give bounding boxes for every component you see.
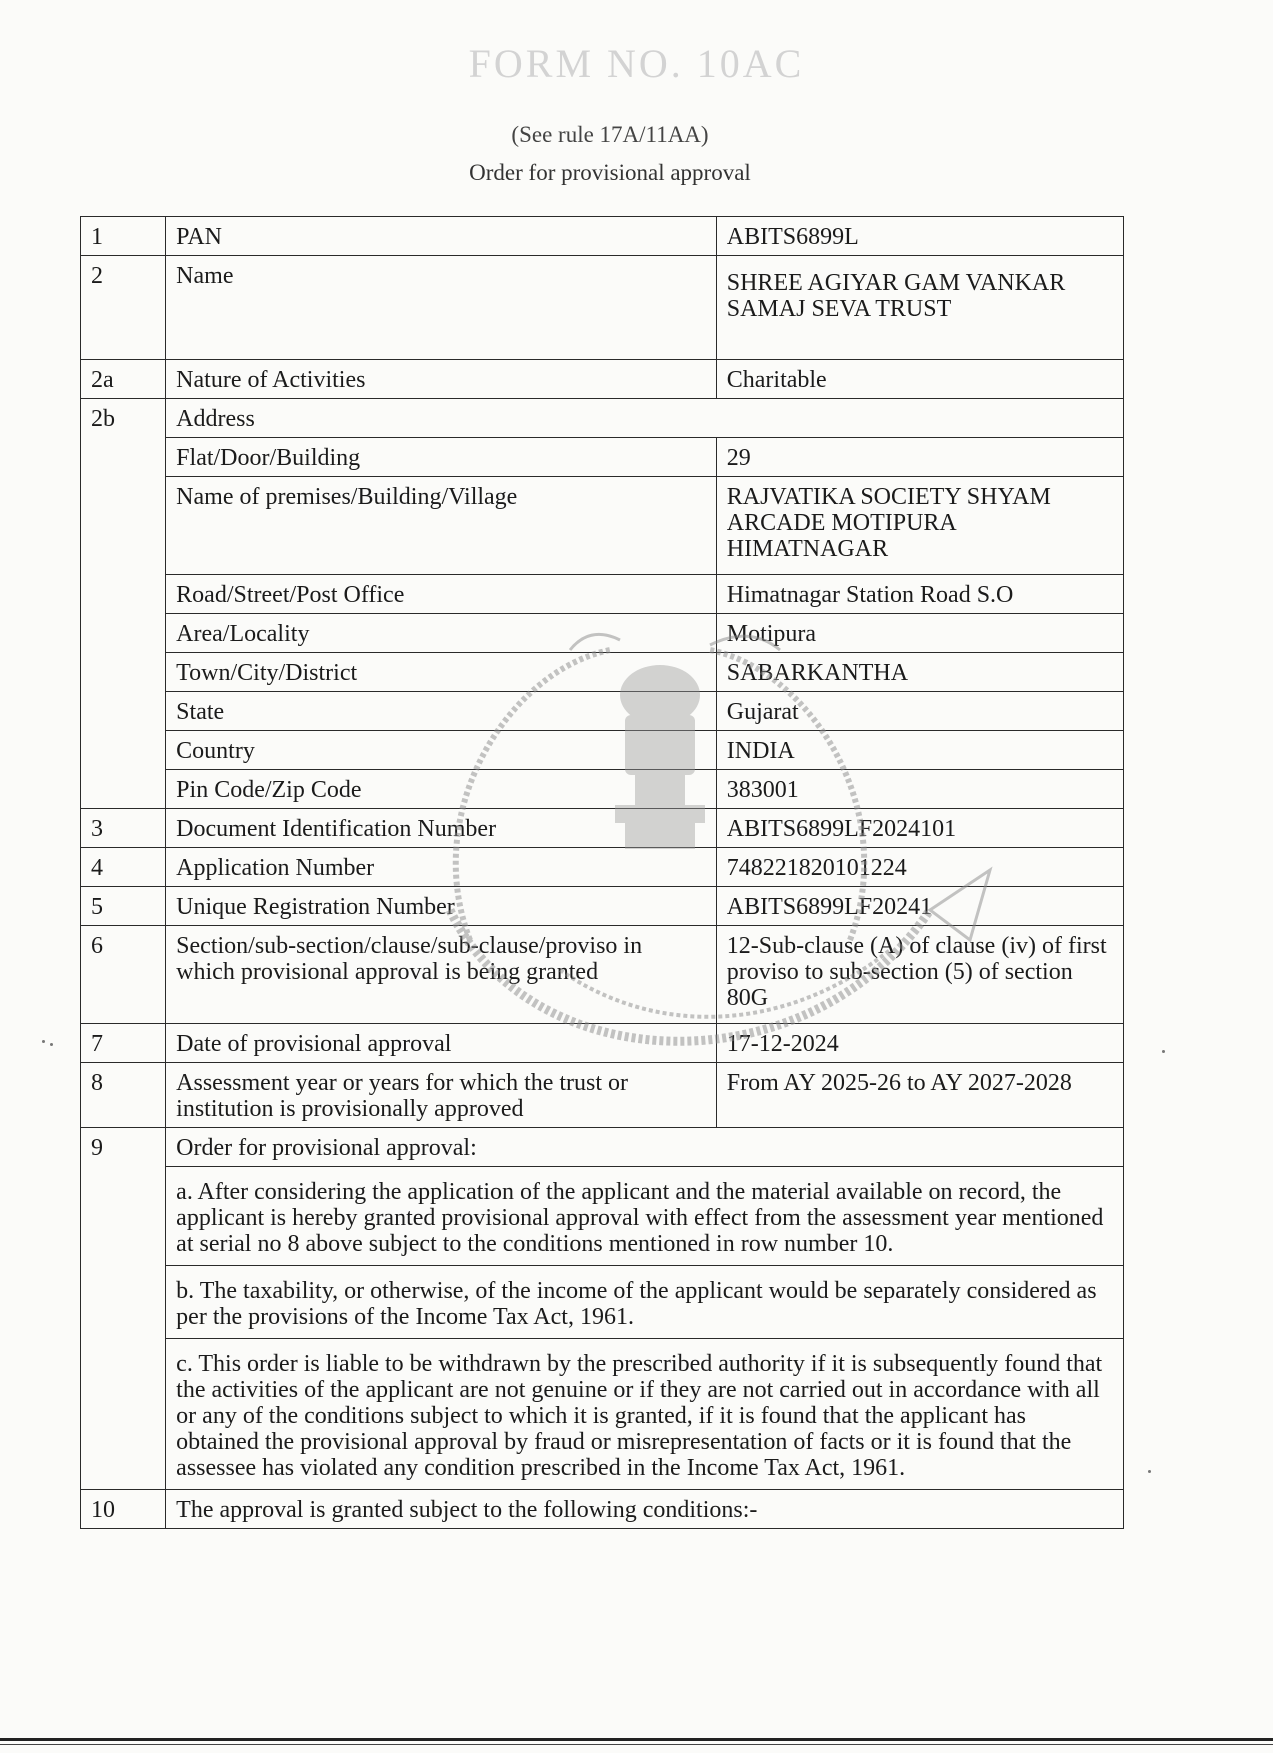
row-number: 2a	[81, 360, 166, 399]
address-field-row	[81, 692, 1124, 731]
row-number: 3	[81, 809, 166, 848]
bottom-rule	[0, 1738, 1273, 1741]
row-number: 9	[81, 1128, 166, 1167]
order-paragraph-row	[81, 1266, 1124, 1339]
row-label: Section/sub-section/clause/sub-clause/proviso in which provisional approval is being granted	[166, 926, 717, 1024]
address-field-value: 29	[716, 438, 1123, 477]
table-row-assessment-years	[81, 1063, 1124, 1128]
address-field-row	[81, 653, 1124, 692]
order-paragraph-b: b. The taxability, or otherwise, of the income of the applicant would be separately considered as per the provisions of the Income Tax Act, 1961.	[166, 1266, 1124, 1339]
rule-reference: (See rule 17A/11AA)	[511, 122, 709, 147]
form-title: FORM NO. 10AC	[468, 41, 805, 86]
row-number: 6	[81, 926, 166, 1024]
row-number: 2b	[81, 399, 166, 438]
table-row-order	[81, 1128, 1124, 1167]
scan-speck	[1148, 1470, 1151, 1473]
row-value: ABITS6899LF2024101	[716, 809, 1123, 848]
row-value: ABITS6899L	[716, 217, 1123, 256]
address-field-row	[81, 614, 1124, 653]
address-field-row	[81, 575, 1124, 614]
row-value: 12-Sub-clause (A) of clause (iv) of first proviso to sub-section (5) of section 80G	[716, 926, 1123, 1024]
address-field-row	[81, 477, 1124, 575]
address-field-value: 383001	[716, 770, 1123, 809]
scan-speck	[50, 1043, 53, 1046]
row-label: Application Number	[166, 848, 717, 887]
table-row-application-number	[81, 848, 1124, 887]
table-row-conditions	[81, 1490, 1124, 1529]
address-field-value: Motipura	[716, 614, 1123, 653]
row-label: Unique Registration Number	[166, 887, 717, 926]
row-value: From AY 2025-26 to AY 2027-2028	[716, 1063, 1123, 1128]
address-field-row	[81, 438, 1124, 477]
row-label: Address	[166, 399, 1124, 438]
row-number: 1	[81, 217, 166, 256]
row-label: PAN	[166, 217, 717, 256]
table-row-nature-of-activities	[81, 360, 1124, 399]
address-field-value: RAJVATIKA SOCIETY SHYAM ARCADE MOTIPURA HIMATNAGAR	[716, 477, 1123, 575]
row-value: ABITS6899LF20241	[716, 887, 1123, 926]
row-value: 17-12-2024	[716, 1024, 1123, 1063]
row-value: 748221820101224	[716, 848, 1123, 887]
row-number: 10	[81, 1490, 166, 1529]
address-field-label: Pin Code/Zip Code	[166, 770, 717, 809]
row-number: 5	[81, 887, 166, 926]
row-number: 8	[81, 1063, 166, 1128]
table-row-section	[81, 926, 1124, 1024]
bottom-rule	[0, 1744, 1273, 1745]
row-number: 4	[81, 848, 166, 887]
address-field-label: Flat/Door/Building	[166, 438, 717, 477]
row-label: Assessment year or years for which the trust or institution is provisionally approved	[166, 1063, 717, 1128]
scan-speck	[1162, 1050, 1165, 1053]
table-row-document-identification-number	[81, 809, 1124, 848]
address-field-label: Area/Locality	[166, 614, 717, 653]
row-label: Document Identification Number	[166, 809, 717, 848]
order-paragraph-a: a. After considering the application of the applicant and the material available on record, the applicant is hereby granted provisional approval with effect from the assessment year mentioned at serial no 8 above subject to the conditions mentioned in row number 10.	[166, 1167, 1124, 1266]
address-field-label: Name of premises/Building/Village	[166, 477, 717, 575]
order-paragraph-row	[81, 1339, 1124, 1490]
approval-table	[80, 216, 1124, 1529]
address-field-value: Himatnagar Station Road S.O	[716, 575, 1123, 614]
address-field-label: Town/City/District	[166, 653, 717, 692]
address-field-value: SABARKANTHA	[716, 653, 1123, 692]
table-row-name	[81, 256, 1124, 360]
address-field-value: INDIA	[716, 731, 1123, 770]
table-row-unique-registration-number	[81, 887, 1124, 926]
row-value: SHREE AGIYAR GAM VANKAR SAMAJ SEVA TRUST	[716, 256, 1123, 360]
form-subtitle: Order for provisional approval	[469, 160, 751, 185]
address-field-row	[81, 770, 1124, 809]
row-label: Nature of Activities	[166, 360, 717, 399]
address-field-label: Road/Street/Post Office	[166, 575, 717, 614]
order-paragraph-c: c. This order is liable to be withdrawn by the prescribed authority if it is subsequently found that the activities of the applicant are not genuine or if they are not carried out in accordance with all or any of the conditions subject to which it is granted, if it is found that the applicant has obtained the provisional approval by fraud or misrepresentation of facts or it is found that the assessee has violated any condition prescribed in the Income Tax Act, 1961.	[166, 1339, 1124, 1490]
row-value: Charitable	[716, 360, 1123, 399]
address-field-value: Gujarat	[716, 692, 1123, 731]
address-field-label: Country	[166, 731, 717, 770]
row-label: The approval is granted subject to the following conditions:-	[166, 1490, 1124, 1529]
row-label: Order for provisional approval:	[166, 1128, 1124, 1167]
row-label: Name	[166, 256, 717, 360]
order-paragraph-row	[81, 1167, 1124, 1266]
row-number: 2	[81, 256, 166, 360]
table-row-pan	[81, 217, 1124, 256]
table-row-address	[81, 399, 1124, 438]
row-label: Date of provisional approval	[166, 1024, 717, 1063]
row-number: 7	[81, 1024, 166, 1063]
table-row-date-of-approval	[81, 1024, 1124, 1063]
scan-speck	[42, 1040, 45, 1043]
address-field-label: State	[166, 692, 717, 731]
address-field-row	[81, 731, 1124, 770]
